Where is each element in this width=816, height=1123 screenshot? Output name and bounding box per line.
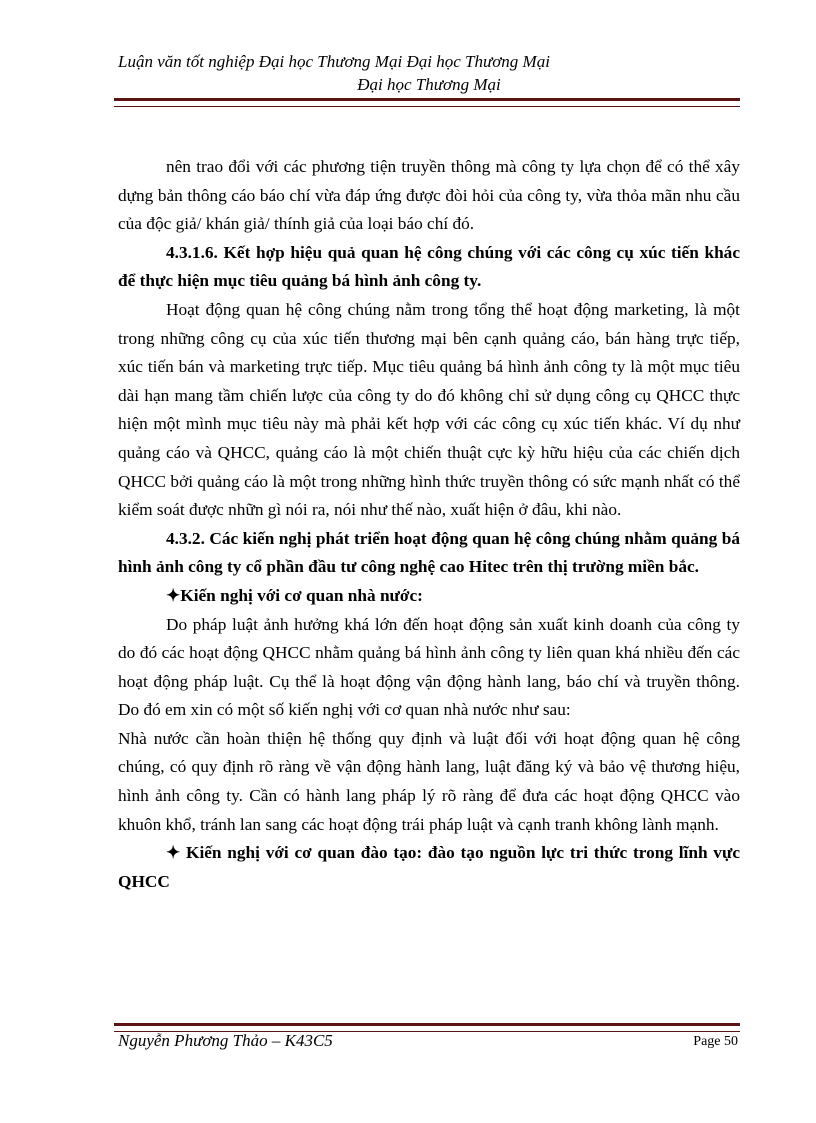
section-heading-4-3-2: 4.3.2. Các kiến nghị phát triển hoạt động quan hệ công chúng nhằm quảng bá hình ảnh công ty cổ phần đầu tư công nghệ cao Hitec trên thị trường miền bắc.: [118, 528, 740, 577]
bullet-heading-1: [118, 582, 740, 611]
header-line-1: Luận văn tốt nghiệp Đại học Thương Mại Đại học Thương Mại: [118, 52, 550, 71]
footer-author: Nguyễn Phương Thảo – K43C5: [118, 1031, 333, 1050]
header-line-2: Đại học Thương Mại: [357, 75, 501, 94]
paragraph-4: Nhà nước cần hoàn thiện hệ thống quy định và luật đối với hoạt động quan hệ công chúng, có quy định rõ ràng về vận động hành lang, luật đăng ký và bảo vệ thương hiệu, hình ảnh công ty. Cần có hành lang pháp lý rõ ràng để đưa các hoạt động QHCC vào khuôn khổ, tránh lan sang các hoạt động trái pháp luật và cạnh tranh không lành mạnh.: [118, 728, 740, 834]
star-bullet-icon: ✦: [166, 843, 181, 863]
paragraph-2: Hoạt động quan hệ công chúng nằm trong tổng thể hoạt động marketing, là một trong những công cụ của xúc tiến thương mại bên cạnh quảng cáo, bán hàng trực tiếp, xúc tiến bán và marketing trực tiếp. Mục tiêu quảng bá hình ảnh công ty là một mục tiêu dài hạn mang tầm chiến lược của công ty do đó không chỉ sử dụng công cụ QHCC thực hiện một mình mục tiêu này mà phải kết hợp với các công cụ xúc tiến khác. Ví dụ như quảng cáo và QHCC, quảng cáo là một chiến thuật cực kỳ hữu hiệu của các chiến dịch QHCC bởi quảng cáo là một trong những hình thức truyền thông có sức mạnh nhất có thể kiểm soát được nhữn gì nói ra, nói như thế nào, xuất hiện ở đâu, khi nào.: [118, 299, 740, 520]
bullet-heading-2-text: Kiến nghị với cơ quan đào tạo: đào tạo nguồn lực tri thức trong lĩnh vực QHCC: [118, 843, 740, 891]
page-header: [118, 50, 740, 96]
paragraph-3: Do pháp luật ảnh hưởng khá lớn đến hoạt động sản xuất kinh doanh của công ty do đó các hoạt động QHCC nhằm quảng bá hình ảnh công ty liên quan khá nhiều đến các hoạt động pháp luật. Cụ thể là hoạt động vận động hành lang, báo chí và truyền thông. Do đó em xin có một số kiến nghị với cơ quan nhà nước như sau:: [118, 614, 740, 720]
bullet-heading-2: [118, 839, 740, 896]
header-divider: [114, 98, 740, 107]
footer-page-number: Page 50: [693, 1034, 738, 1049]
star-bullet-icon: ✦: [166, 585, 181, 605]
section-heading-4-3-1-6: 4.3.1.6. Kết hợp hiệu quả quan hệ công chúng với các công cụ xúc tiến khác để thực hiện mục tiêu quảng bá hình ảnh công ty.: [118, 242, 740, 291]
page-body: [118, 153, 740, 896]
paragraph-1: nên trao đổi với các phương tiện truyền thông mà công ty lựa chọn để có thể xây dựng bản thông cáo báo chí vừa đáp ứng được đòi hỏi của công ty, vừa thỏa mãn nhu cầu của độc giả/ khán giả/ thính giả của loại báo chí đó.: [118, 157, 740, 234]
bullet-heading-1-text: Kiến nghị với cơ quan nhà nước:: [180, 585, 423, 605]
